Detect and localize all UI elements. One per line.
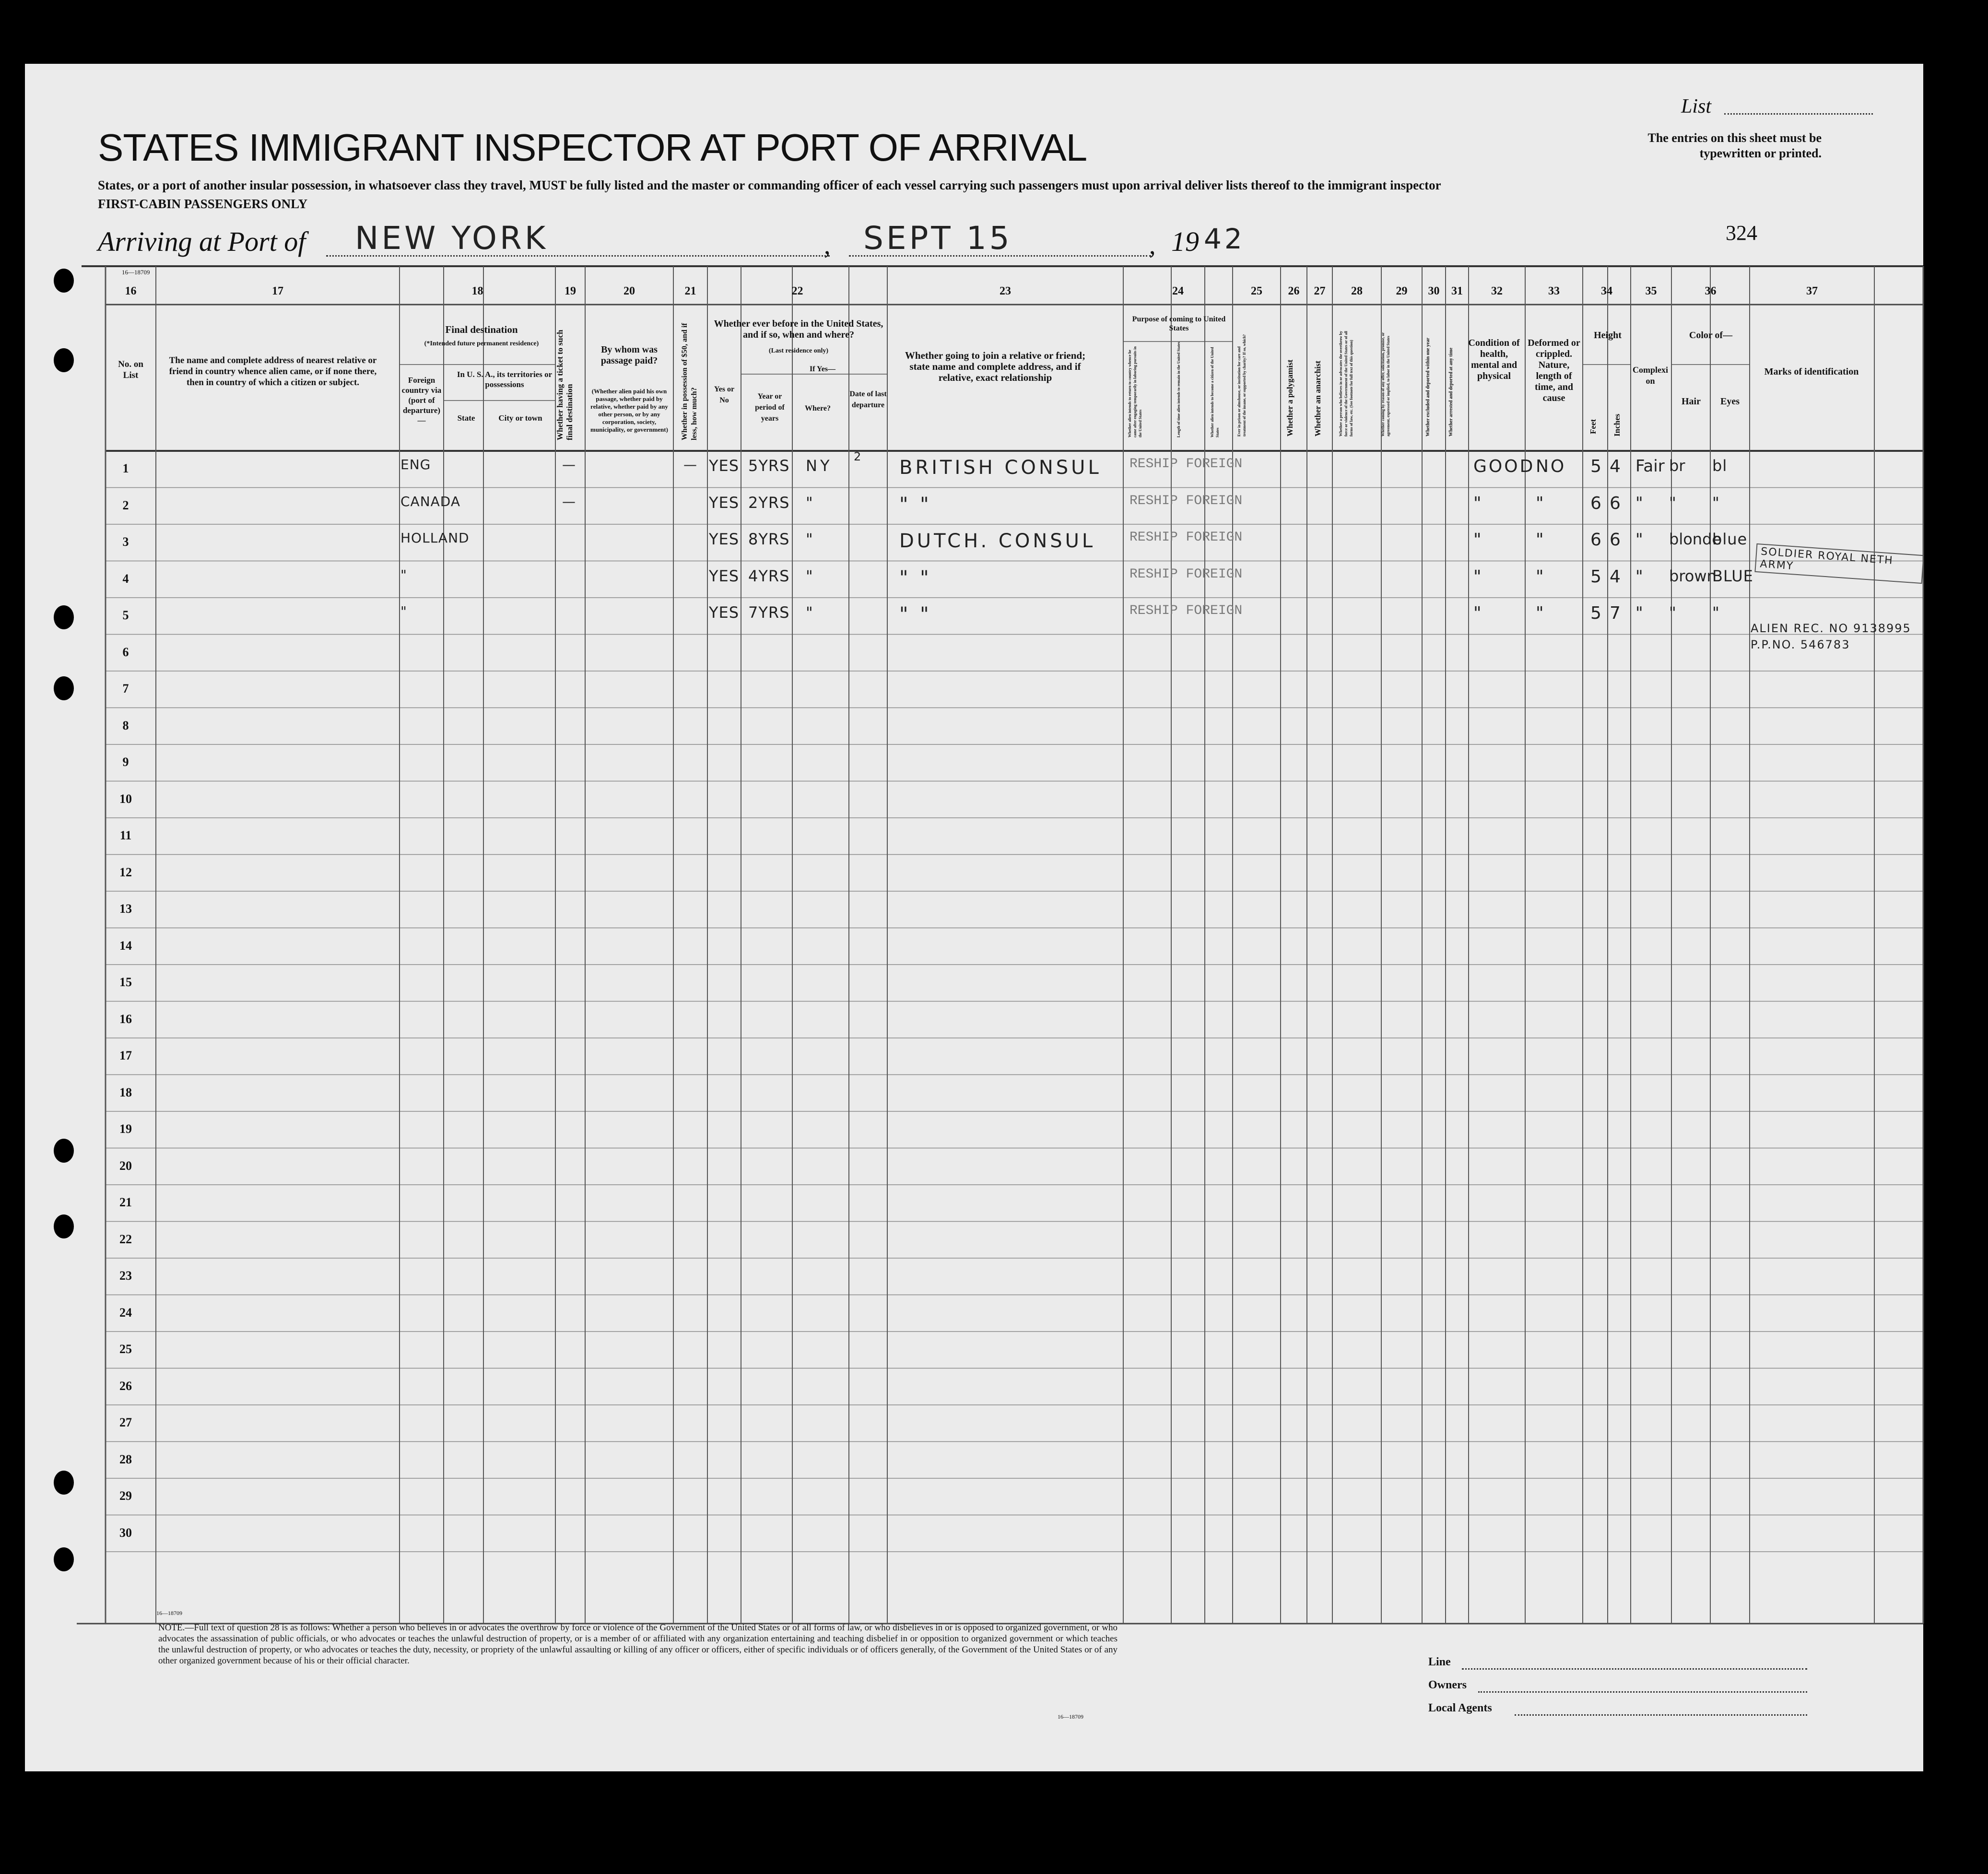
entry-country: ENG — [400, 457, 431, 472]
row-number: 24 — [119, 1305, 132, 1320]
year-prefix: 19 — [1171, 226, 1199, 257]
entry-hair: brown — [1669, 566, 1717, 585]
header-purpose-c: Whether alien intends to become a citizen of the United States — [1210, 347, 1220, 437]
entry-years: 7YRS — [748, 603, 790, 622]
header-feet: Feet — [1588, 419, 1598, 434]
row-number: 20 — [119, 1158, 132, 1173]
entry-yes: YES — [709, 493, 740, 512]
entry-complexion: " — [1635, 566, 1643, 586]
entry-hair: blonde — [1669, 530, 1722, 548]
entry-where: " — [806, 603, 816, 622]
class-label: FIRST-CABIN PASSENGERS ONLY — [98, 197, 308, 211]
header-ever-before: Whether ever before in the United States, and if so, when and where? — [714, 318, 883, 340]
entry-joining: " " — [899, 493, 932, 516]
subtitle: States, or a port of another insular possession, in whatsoever class they travel, MUST be fully listed and the master or commanding officer of each vessel carrying such passengers must upon arrival deliver lists thereof to the immigrant inspector — [98, 178, 1441, 192]
form-code-bottom: 16—18709 — [156, 1610, 182, 1616]
header-ticket: Whether having a ticket to such final destination — [555, 330, 574, 440]
header-purpose: Purpose of coming to United States — [1132, 315, 1226, 332]
header-if-yes: If Yes— — [809, 365, 836, 373]
row-number: 11 — [119, 828, 132, 842]
entry-feet: 6 — [1590, 530, 1604, 550]
entry-inches: 4 — [1610, 457, 1623, 476]
header-purpose-a: Whether alien intends to return to country whence he came after engaging temporarily in laboring pursuits in the United States — [1128, 346, 1142, 437]
entry-eyes: BLUE — [1712, 566, 1753, 585]
row-number: 25 — [119, 1342, 132, 1356]
footer-local-agents-label: Local Agents — [1428, 1702, 1492, 1714]
row-number: 28 — [119, 1452, 132, 1466]
row-number: 12 — [119, 865, 132, 879]
header-prison: Ever in prison or almshouse, or institution for care and treatment of the insane, or supported by charity? If so, which? — [1237, 334, 1247, 436]
entry-eyes: bl — [1712, 457, 1728, 475]
row-number: 14 — [119, 938, 132, 953]
column-number: 24 — [1172, 285, 1184, 297]
column-number: 26 — [1288, 285, 1300, 297]
header-where: Where? — [805, 404, 831, 413]
list-label: List — [1681, 95, 1712, 118]
row-number: 8 — [122, 718, 129, 732]
header-color-of: Color of— — [1689, 330, 1733, 341]
column-number: 18 — [471, 285, 483, 297]
row-number: 18 — [119, 1085, 132, 1099]
row-number: 4 — [122, 571, 129, 586]
header-date-last-departure: Date of last departure — [849, 390, 887, 409]
column-number: 30 — [1428, 285, 1440, 297]
header-inches: Inches — [1612, 413, 1622, 436]
year-value: 42 — [1204, 223, 1245, 255]
entry-health: " — [1473, 493, 1483, 513]
binder-hole — [54, 1214, 74, 1238]
header-city: City or town — [498, 413, 542, 423]
entry-where: NY — [806, 457, 833, 475]
entry-eyes: " — [1712, 603, 1720, 622]
header-state: State — [457, 413, 475, 423]
header-final-destination: Final destination — [445, 324, 518, 335]
entry-hair: br — [1669, 457, 1685, 475]
comma-2: , — [1149, 231, 1156, 259]
column-number: 19 — [565, 285, 576, 297]
column-number: 35 — [1645, 285, 1657, 297]
header-complexion: Complexion — [1633, 365, 1668, 386]
entry-feet: 5 — [1590, 603, 1604, 623]
header-in-usa: In U. S. A., its territories or possessions — [457, 370, 553, 389]
mark-passport: P.P.NO. 546783 — [1751, 638, 1850, 651]
entry-country: " — [400, 603, 407, 619]
entry-inches: 4 — [1610, 566, 1623, 587]
entry-health: " — [1473, 530, 1483, 550]
entry-stamp: RESHIP FOREIGN — [1129, 603, 1243, 618]
comma-1: , — [824, 231, 831, 259]
binder-hole — [54, 1471, 74, 1495]
entry-eyes: " — [1712, 493, 1720, 512]
entry-stamp: RESHIP FOREIGN — [1129, 493, 1243, 508]
row-number: 30 — [119, 1525, 132, 1540]
entry-yes: YES — [709, 457, 740, 475]
entry-deformed: " — [1536, 493, 1546, 513]
row-number: 5 — [122, 608, 129, 622]
entry-hair: " — [1669, 603, 1676, 622]
header-eyes: Eyes — [1720, 396, 1740, 407]
row-number: 21 — [119, 1195, 132, 1209]
binder-hole — [54, 348, 74, 372]
entry-health: " — [1473, 566, 1483, 587]
header-by-whom: By whom was passage paid? — [600, 344, 658, 366]
entry-deformed: " — [1536, 566, 1546, 587]
entry-years: 5YRS — [748, 457, 790, 475]
header-year-period: Year or period of years — [755, 392, 785, 423]
column-number: 25 — [1251, 285, 1262, 297]
column-number: 37 — [1806, 285, 1818, 297]
entry-country: CANADA — [400, 493, 461, 509]
column-number: 29 — [1396, 285, 1408, 297]
entry-complexion: " — [1635, 530, 1643, 549]
entry-yes: YES — [709, 566, 740, 585]
header-purpose-b: Length of time alien intends to remain in the United States — [1176, 342, 1181, 437]
column-number: 27 — [1314, 285, 1326, 297]
entry-stamp: RESHIP FOREIGN — [1129, 530, 1243, 545]
arriving-label: Arriving at Port of — [98, 226, 306, 257]
entry-inches: 6 — [1610, 493, 1623, 513]
page-number: 324 — [1726, 221, 1757, 245]
entry-stamp: RESHIP FOREIGN — [1129, 457, 1243, 471]
footer-line-label: Line — [1428, 1656, 1451, 1668]
row-number: 17 — [119, 1049, 132, 1062]
entry-yes: YES — [709, 603, 740, 622]
row-number: 15 — [119, 975, 132, 989]
page-title: STATES IMMIGRANT INSPECTOR AT PORT OF ARRIVAL — [98, 126, 1087, 169]
header-by-whom-note: (Whether alien paid his own passage, whether paid by relative, whether paid by any other person, or by any corporation, society, municipality, or government) — [590, 388, 668, 433]
header-foreign-country: Foreign country via (port of departure)— — [401, 376, 442, 425]
form-code-note: 16—18709 — [1058, 1713, 1083, 1720]
column-number: 34 — [1601, 285, 1612, 297]
port-value: NEW YORK — [355, 220, 549, 257]
header-last-residence: (Last residence only) — [768, 347, 829, 354]
row-number: 29 — [119, 1489, 132, 1503]
row-number: 3 — [122, 535, 129, 549]
entry-where: " — [806, 566, 816, 585]
column-number: 16 — [125, 285, 137, 297]
footer-local-agents-field[interactable] — [1515, 1714, 1807, 1716]
entry-complexion: Fair — [1635, 457, 1665, 476]
entry-feet: 6 — [1590, 493, 1604, 513]
row-number: 19 — [119, 1122, 132, 1136]
column-number: 36 — [1705, 285, 1717, 297]
binder-hole — [54, 1547, 74, 1571]
entry-feet: 5 — [1590, 566, 1604, 587]
header-polygamist: Whether a polygamist — [1285, 359, 1294, 436]
row-number: 2 — [122, 498, 129, 512]
binder-hole — [54, 1139, 74, 1163]
entry-inches: 7 — [1610, 603, 1623, 623]
header-health: Condition of health, mental and physical — [1468, 338, 1520, 381]
row-number: 13 — [119, 902, 132, 916]
binder-hole — [54, 605, 74, 629]
header-q30: Whether excluded and deported within one year — [1425, 338, 1431, 436]
row-number: 22 — [119, 1232, 132, 1246]
column-number: 17 — [272, 285, 283, 297]
entry-ticket: — — [562, 493, 578, 509]
header-hair: Hair — [1682, 396, 1701, 407]
column-number: 22 — [791, 285, 803, 297]
entry-ticket: — — [562, 457, 578, 472]
entry-years: 4YRS — [748, 566, 790, 585]
header-final-destination-note: (*Intended future permanent residence) — [424, 340, 539, 347]
entry-health: " — [1473, 603, 1483, 623]
entry-date: 2 — [854, 450, 864, 463]
footnote-q28: NOTE.—Full text of question 28 is as follows: Whether a person who believes in or advocates the overthrow by force or violence of the Government of the United States or of all forms of law, or who disbelieves in or is opposed to organized government, or who advocates the assassination of public officials, or who advocates or teaches the unlawful destruction of property, or is a member of or affiliated with any organization entertaining and teaching disbelief in or opposition to organized government or which teaches the unlawful destruction of property, or who advocates or teaches the duty, necessity, or propriety of the unlawful assaulting or killing of any officer or officers, either of specific individuals or of officers generally, of the Government of the United States or of any other organized government because of his or their official character. — [158, 1623, 1118, 1666]
header-q31: Whether arrested and deported at any time — [1448, 347, 1454, 436]
date-value: SEPT 15 — [863, 220, 1012, 257]
header-no-on-list: No. on List — [118, 359, 143, 380]
form-code-top: 16—18709 — [122, 269, 150, 276]
entry-inches: 6 — [1610, 530, 1623, 550]
typewritten-note: The entries on this sheet must be typewritten or printed. — [1647, 131, 1822, 160]
header-yes-or-no: Yes or No — [714, 385, 735, 404]
entry-yes: YES — [709, 530, 740, 548]
entry-feet: 5 — [1590, 457, 1604, 476]
footer-owners-field[interactable] — [1478, 1691, 1807, 1693]
row-number: 16 — [119, 1012, 132, 1026]
entry-where: " — [806, 530, 816, 548]
mark-soldier: SOLDIER ROYAL NETH ARMY — [1754, 543, 1924, 584]
entry-joining: DUTCH. CONSUL — [899, 530, 1096, 552]
row-number: 6 — [122, 645, 129, 659]
entry-deformed: NO — [1536, 457, 1566, 476]
entry-eyes: blue — [1712, 530, 1748, 548]
header-deformed: Deformed or crippled. Nature, length of time, and cause — [1528, 338, 1580, 403]
row-number: 10 — [119, 791, 132, 806]
header-q28: Whether a person who believes in or advocates the overthrow by force or violence of the Government of the United States or of all forms of law, etc. (See footnote for full text of this question) — [1339, 331, 1353, 436]
entry-complexion: " — [1635, 493, 1643, 513]
column-number: 33 — [1548, 285, 1560, 297]
footer-line-field[interactable] — [1462, 1668, 1807, 1670]
footer-owners-label: Owners — [1428, 1679, 1467, 1691]
column-number: 23 — [1000, 285, 1011, 297]
row-number: 9 — [122, 755, 129, 769]
row-number: 7 — [122, 682, 129, 695]
entry-hair: " — [1669, 493, 1676, 512]
header-marks: Marks of identification — [1764, 366, 1859, 377]
header-height: Height — [1594, 330, 1622, 341]
row-number: 23 — [119, 1269, 132, 1283]
binder-hole — [54, 676, 74, 700]
entry-years: 2YRS — [748, 493, 790, 512]
header-anarchist: Whether an anarchist — [1313, 360, 1322, 436]
entry-deformed: " — [1536, 530, 1546, 550]
entry-deformed: " — [1536, 603, 1546, 623]
row-number: 27 — [119, 1415, 132, 1429]
entry-joining: " " — [899, 566, 932, 589]
row-number: 1 — [122, 461, 129, 475]
entry-complexion: " — [1635, 603, 1643, 623]
entry-where: " — [806, 493, 816, 512]
column-number: 32 — [1491, 285, 1503, 297]
entry-health: GOOD — [1473, 457, 1535, 476]
header-q29: Whether coming by reason of any offer, solicitation, promise, or agreement, expressed or implied, to labor in the United States — [1381, 332, 1390, 436]
column-number: 21 — [684, 285, 696, 297]
entry-country: HOLLAND — [400, 530, 470, 546]
column-number: 28 — [1351, 285, 1363, 297]
column-number: 20 — [623, 285, 635, 297]
entry-years: 8YRS — [748, 530, 790, 548]
mark-alien-rec: ALIEN REC. NO 9138995 — [1751, 622, 1911, 635]
column-number: 31 — [1451, 285, 1463, 297]
entry-joining: BRITISH CONSUL — [899, 457, 1102, 479]
header-joining: Whether going to join a relative or friend; state name and complete address, and if relative, exact relationship — [905, 350, 1086, 383]
entry-country: " — [400, 566, 407, 583]
row-number: 26 — [119, 1379, 132, 1393]
header-relative: The name and complete address of nearest relative or friend in country whence alien came, or if none there, then in country of which a citizen or subject. — [169, 355, 377, 388]
header-possession-50: Whether in possession of $50, and if less, how much? — [681, 323, 698, 440]
entry-joining: " " — [899, 603, 932, 625]
entry-stamp: RESHIP FOREIGN — [1129, 566, 1243, 582]
binder-hole — [54, 269, 74, 293]
entry-money: — — [683, 457, 700, 472]
